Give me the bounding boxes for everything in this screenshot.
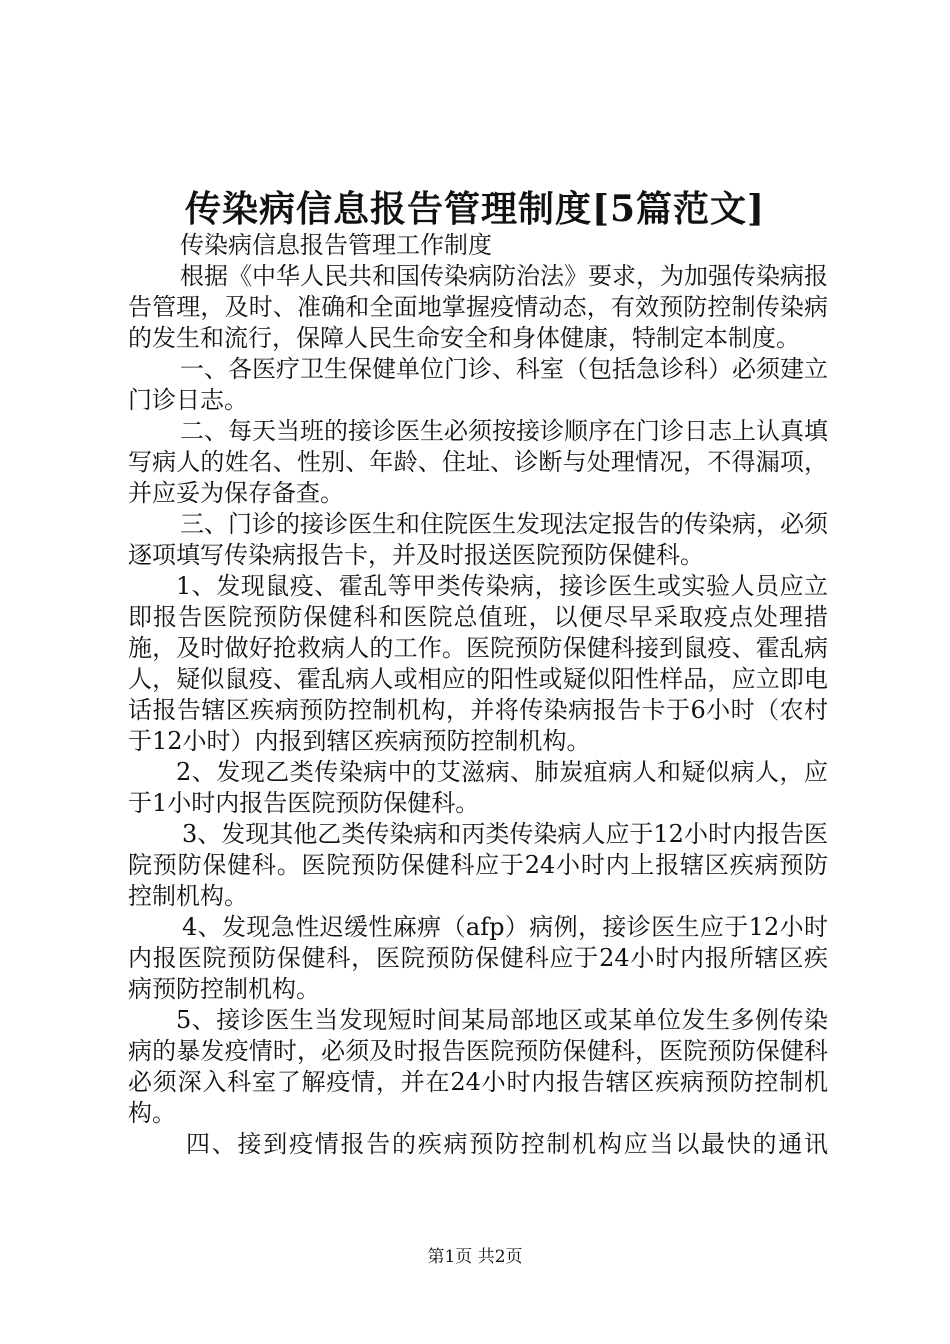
paragraph-item-1: 一、各医疗卫生保健单位门诊、科室（包括急诊科）必须建立门诊日志。 xyxy=(128,355,828,414)
document-title: 传染病信息报告管理制度[5篇范文] xyxy=(184,188,766,230)
paragraph-subitem-5: 5、接诊医生当发现短时间某局部地区或某单位发生多例传染病的暴发疫情时，必须及时报告医院预防保健科，医院预防保健科必须深入科室了解疫情，并在24小时内报告辖区疾病预防控制机构。 xyxy=(128,1006,828,1127)
document-body xyxy=(128,230,828,1160)
paragraph-item-3: 三、门诊的接诊医生和住院医生发现法定报告的传染病，必须逐项填写传染病报告卡，并及时报送医院预防保健科。 xyxy=(128,510,828,569)
paragraph-subitem-1: 1、发现鼠疫、霍乱等甲类传染病，接诊医生或实验人员应立即报告医院预防保健科和医院总值班，以便尽早采取疫点处理措施，及时做好抢救病人的工作。医院预防保健科接到鼠疫、霍乱病人，疑似鼠疫、霍乱病人或相应的阳性或疑似阳性样品，应立即电话报告辖区疾病预防控制机构，并将传染病报告卡于6小时（农村于12小时）内报到辖区疾病预防控制机构。 xyxy=(128,572,828,755)
paragraph-item-2: 二、每天当班的接诊医生必须按接诊顺序在门诊日志上认真填写病人的姓名、性别、年龄、住址、诊断与处理情况，不得漏项，并应妥为保存备查。 xyxy=(128,417,828,507)
paragraph-subitem-3: 3、发现其他乙类传染病和丙类传染病人应于12小时内报告医院预防保健科。医院预防保健科应于24小时内上报辖区疾病预防控制机构。 xyxy=(128,820,828,910)
page-footer: 第1页 共2页 xyxy=(427,1247,523,1267)
paragraph-subitem-2: 2、发现乙类传染病中的艾滋病、肺炭疽病人和疑似病人，应于1小时内报告医院预防保健科。 xyxy=(128,758,828,817)
paragraph-section-heading: 传染病信息报告管理工作制度 xyxy=(180,231,492,259)
paragraph-intro: 根据《中华人民共和国传染病防治法》要求，为加强传染病报告管理，及时、准确和全面地掌握疫情动态，有效预防控制传染病的发生和流行，保障人民生命安全和身体健康，特制定本制度。 xyxy=(128,262,828,352)
paragraph-subitem-4: 4、发现急性迟缓性麻痹（afp）病例，接诊医生应于12小时内报医院预防保健科，医院预防保健科应于24小时内报所辖区疾病预防控制机构。 xyxy=(128,913,828,1003)
paragraph-item-4: 四、接到疫情报告的疾病预防控制机构应当以最快的通讯 xyxy=(186,1130,828,1158)
